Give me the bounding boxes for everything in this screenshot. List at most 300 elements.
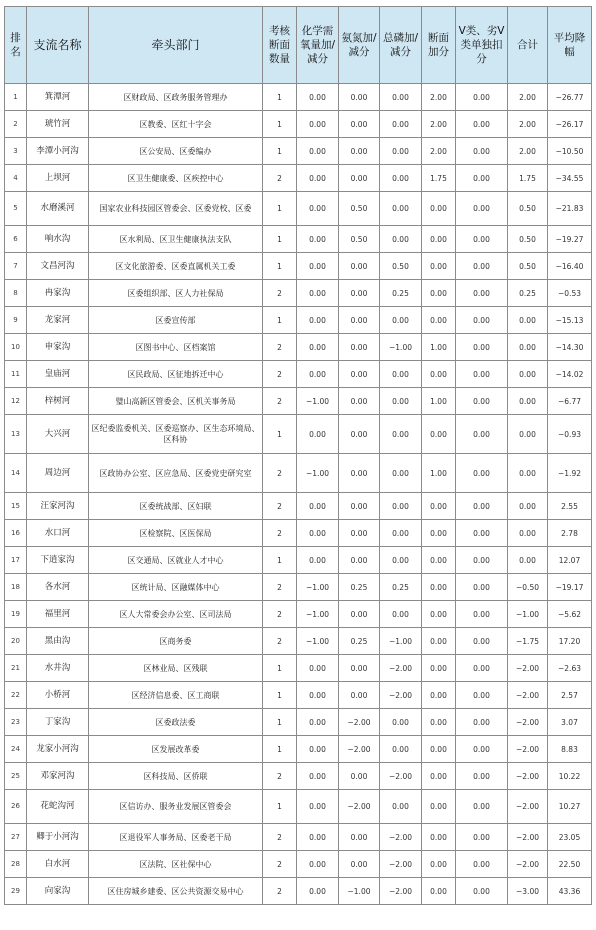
section-count-cell: 1 [263, 736, 297, 763]
rank-cell: 16 [5, 520, 27, 547]
section-count-cell: 1 [263, 84, 297, 111]
average-decline-cell: 22.50 [548, 851, 592, 878]
section-bonus-cell: 0.00 [422, 226, 456, 253]
average-decline-cell: −10.50 [548, 138, 592, 165]
tributary-name-cell: 皇庙河 [27, 361, 89, 388]
section-count-cell: 2 [263, 851, 297, 878]
tributary-name-cell: 水磨溪河 [27, 192, 89, 226]
lead-department-cell: 区教委、区红十字会 [89, 111, 263, 138]
phosphorus-score-cell: 0.25 [380, 574, 422, 601]
section-bonus-cell: 1.00 [422, 334, 456, 361]
table-row [5, 851, 592, 878]
rank-cell: 24 [5, 736, 27, 763]
phosphorus-score-cell: 0.00 [380, 111, 422, 138]
cod-score-cell: −1.00 [297, 574, 339, 601]
lead-department-cell: 区民政局、区征地拆迁中心 [89, 361, 263, 388]
tributary-name-cell: 各水河 [27, 574, 89, 601]
phosphorus-score-cell: 0.00 [380, 493, 422, 520]
section-count-cell: 2 [263, 824, 297, 851]
class-v-deduction-cell: 0.00 [456, 84, 508, 111]
average-decline-cell: −2.63 [548, 655, 592, 682]
section-bonus-cell: 0.00 [422, 361, 456, 388]
section-bonus-cell: 0.00 [422, 547, 456, 574]
cod-score-cell: 0.00 [297, 307, 339, 334]
section-count-cell: 1 [263, 415, 297, 454]
tributary-name-cell: 丁家沟 [27, 709, 89, 736]
ammonia-score-cell: 0.00 [339, 601, 380, 628]
section-count-cell: 1 [263, 253, 297, 280]
tributary-name-cell: 龙家小河沟 [27, 736, 89, 763]
table-row [5, 493, 592, 520]
section-count-cell: 2 [263, 493, 297, 520]
lead-department-cell: 区发展改革委 [89, 736, 263, 763]
header-total: 合计 [508, 7, 548, 84]
ammonia-score-cell: 0.00 [339, 111, 380, 138]
table-row [5, 165, 592, 192]
ammonia-score-cell: 0.00 [339, 138, 380, 165]
ammonia-score-cell: 0.00 [339, 361, 380, 388]
cod-score-cell: 0.00 [297, 655, 339, 682]
section-count-cell: 2 [263, 601, 297, 628]
section-bonus-cell: 2.00 [422, 138, 456, 165]
total-cell: 0.25 [508, 280, 548, 307]
cod-score-cell: 0.00 [297, 334, 339, 361]
table-row [5, 682, 592, 709]
section-count-cell: 1 [263, 709, 297, 736]
section-bonus-cell: 0.00 [422, 574, 456, 601]
total-cell: −3.00 [508, 878, 548, 905]
cod-score-cell: 0.00 [297, 253, 339, 280]
ammonia-score-cell: 0.00 [339, 682, 380, 709]
class-v-deduction-cell: 0.00 [456, 628, 508, 655]
average-decline-cell: 8.83 [548, 736, 592, 763]
ammonia-score-cell: 0.00 [339, 165, 380, 192]
section-count-cell: 2 [263, 334, 297, 361]
tributary-name-cell: 龙家河 [27, 307, 89, 334]
ammonia-score-cell: 0.50 [339, 226, 380, 253]
table-row [5, 736, 592, 763]
ammonia-score-cell: 0.50 [339, 192, 380, 226]
tributary-name-cell: 文昌河沟 [27, 253, 89, 280]
tributary-name-cell: 白水河 [27, 851, 89, 878]
rank-cell: 7 [5, 253, 27, 280]
phosphorus-score-cell: 0.00 [380, 307, 422, 334]
ammonia-score-cell: 0.00 [339, 454, 380, 493]
lead-department-cell: 璧山高新区管委会、区机关事务局 [89, 388, 263, 415]
section-bonus-cell: 0.00 [422, 655, 456, 682]
tributary-name-cell: 水井沟 [27, 655, 89, 682]
total-cell: −1.00 [508, 601, 548, 628]
tributary-name-cell: 响水沟 [27, 226, 89, 253]
total-cell: −1.75 [508, 628, 548, 655]
rank-cell: 5 [5, 192, 27, 226]
average-decline-cell: −26.77 [548, 84, 592, 111]
tributary-name-cell: 福里河 [27, 601, 89, 628]
tributary-name-cell: 李潭小河沟 [27, 138, 89, 165]
ammonia-score-cell: −2.00 [339, 736, 380, 763]
ammonia-score-cell: 0.00 [339, 415, 380, 454]
table-row [5, 138, 592, 165]
phosphorus-score-cell: −2.00 [380, 682, 422, 709]
tributary-name-cell: 小桥河 [27, 682, 89, 709]
section-count-cell: 1 [263, 307, 297, 334]
table-body [5, 84, 592, 905]
rank-cell: 4 [5, 165, 27, 192]
cod-score-cell: 0.00 [297, 361, 339, 388]
lead-department-cell: 区图书中心、区档案馆 [89, 334, 263, 361]
ammonia-score-cell: 0.00 [339, 253, 380, 280]
rank-cell: 27 [5, 824, 27, 851]
lead-department-cell: 区林业局、区残联 [89, 655, 263, 682]
header-cod-score: 化学需氧量加/减分 [297, 7, 339, 84]
lead-department-cell: 区委政法委 [89, 709, 263, 736]
class-v-deduction-cell: 0.00 [456, 226, 508, 253]
class-v-deduction-cell: 0.00 [456, 655, 508, 682]
ammonia-score-cell: −1.00 [339, 878, 380, 905]
phosphorus-score-cell: −1.00 [380, 334, 422, 361]
cod-score-cell: 0.00 [297, 682, 339, 709]
average-decline-cell: 12.07 [548, 547, 592, 574]
total-cell: 1.75 [508, 165, 548, 192]
section-count-cell: 2 [263, 878, 297, 905]
rank-cell: 3 [5, 138, 27, 165]
total-cell: 2.00 [508, 84, 548, 111]
section-count-cell: 2 [263, 165, 297, 192]
class-v-deduction-cell: 0.00 [456, 493, 508, 520]
rank-cell: 15 [5, 493, 27, 520]
table-row [5, 655, 592, 682]
phosphorus-score-cell: −2.00 [380, 878, 422, 905]
class-v-deduction-cell: 0.00 [456, 454, 508, 493]
average-decline-cell: −1.92 [548, 454, 592, 493]
section-count-cell: 2 [263, 454, 297, 493]
section-count-cell: 1 [263, 111, 297, 138]
section-bonus-cell: 0.00 [422, 628, 456, 655]
cod-score-cell: 0.00 [297, 226, 339, 253]
cod-score-cell: 0.00 [297, 84, 339, 111]
lead-department-cell: 区纪委监委机关、区委巡察办、区生态环境局、区科协 [89, 415, 263, 454]
ammonia-score-cell: 0.00 [339, 655, 380, 682]
ammonia-score-cell: 0.00 [339, 851, 380, 878]
table-row [5, 574, 592, 601]
header-average-decline: 平均降幅 [548, 7, 592, 84]
tributary-name-cell: 周边河 [27, 454, 89, 493]
header-rank: 排名 [5, 7, 27, 84]
total-cell: −0.50 [508, 574, 548, 601]
average-decline-cell: 2.78 [548, 520, 592, 547]
lead-department-cell: 区住房城乡建委、区公共资源交易中心 [89, 878, 263, 905]
section-bonus-cell: 0.00 [422, 307, 456, 334]
lead-department-cell: 区文化旅游委、区委直属机关工委 [89, 253, 263, 280]
cod-score-cell: 0.00 [297, 520, 339, 547]
cod-score-cell: −1.00 [297, 388, 339, 415]
table-row [5, 111, 592, 138]
section-bonus-cell: 0.00 [422, 520, 456, 547]
rank-cell: 17 [5, 547, 27, 574]
rank-cell: 28 [5, 851, 27, 878]
table-row [5, 763, 592, 790]
ammonia-score-cell: 0.00 [339, 334, 380, 361]
class-v-deduction-cell: 0.00 [456, 709, 508, 736]
class-v-deduction-cell: 0.00 [456, 682, 508, 709]
section-bonus-cell: 0.00 [422, 709, 456, 736]
section-bonus-cell: 1.75 [422, 165, 456, 192]
ammonia-score-cell: 0.00 [339, 824, 380, 851]
rank-cell: 1 [5, 84, 27, 111]
tributary-name-cell: 水口河 [27, 520, 89, 547]
table-row [5, 361, 592, 388]
average-decline-cell: −19.27 [548, 226, 592, 253]
section-count-cell: 2 [263, 763, 297, 790]
lead-department-cell: 区委组织部、区人力社保局 [89, 280, 263, 307]
table-row [5, 628, 592, 655]
section-bonus-cell: 0.00 [422, 824, 456, 851]
rank-cell: 10 [5, 334, 27, 361]
ranking-table-container [4, 6, 591, 905]
section-count-cell: 2 [263, 388, 297, 415]
cod-score-cell: 0.00 [297, 165, 339, 192]
class-v-deduction-cell: 0.00 [456, 790, 508, 824]
section-count-cell: 2 [263, 361, 297, 388]
class-v-deduction-cell: 0.00 [456, 601, 508, 628]
cod-score-cell: 0.00 [297, 493, 339, 520]
average-decline-cell: −19.17 [548, 574, 592, 601]
average-decline-cell: −0.53 [548, 280, 592, 307]
phosphorus-score-cell: −2.00 [380, 655, 422, 682]
section-count-cell: 1 [263, 790, 297, 824]
class-v-deduction-cell: 0.00 [456, 361, 508, 388]
section-bonus-cell: 0.00 [422, 682, 456, 709]
class-v-deduction-cell: 0.00 [456, 388, 508, 415]
total-cell: 0.00 [508, 493, 548, 520]
phosphorus-score-cell: 0.00 [380, 736, 422, 763]
total-cell: 0.00 [508, 334, 548, 361]
tributary-name-cell: 汪家河沟 [27, 493, 89, 520]
rank-cell: 20 [5, 628, 27, 655]
section-bonus-cell: 0.00 [422, 790, 456, 824]
tributary-name-cell: 下逍家沟 [27, 547, 89, 574]
section-bonus-cell: 1.00 [422, 454, 456, 493]
lead-department-cell: 区科技局、区侨联 [89, 763, 263, 790]
cod-score-cell: −1.00 [297, 628, 339, 655]
lead-department-cell: 区退役军人事务局、区委老干局 [89, 824, 263, 851]
section-bonus-cell: 0.00 [422, 851, 456, 878]
average-decline-cell: −16.40 [548, 253, 592, 280]
tributary-name-cell: 黑由沟 [27, 628, 89, 655]
section-bonus-cell: 0.00 [422, 736, 456, 763]
rank-cell: 26 [5, 790, 27, 824]
average-decline-cell: −21.83 [548, 192, 592, 226]
cod-score-cell: 0.00 [297, 851, 339, 878]
total-cell: −2.00 [508, 736, 548, 763]
ammonia-score-cell: 0.00 [339, 520, 380, 547]
ammonia-score-cell: 0.00 [339, 84, 380, 111]
rank-cell: 2 [5, 111, 27, 138]
lead-department-cell: 区政协办公室、区应急局、区委党史研究室 [89, 454, 263, 493]
lead-department-cell: 区法院、区社保中心 [89, 851, 263, 878]
lead-department-cell: 区统计局、区融媒体中心 [89, 574, 263, 601]
header-lead-department: 牵头部门 [89, 7, 263, 84]
phosphorus-score-cell: 0.00 [380, 601, 422, 628]
table-row [5, 84, 592, 111]
tributary-name-cell: 向家沟 [27, 878, 89, 905]
section-bonus-cell: 0.00 [422, 493, 456, 520]
class-v-deduction-cell: 0.00 [456, 307, 508, 334]
section-bonus-cell: 0.00 [422, 601, 456, 628]
table-row [5, 192, 592, 226]
table-row [5, 226, 592, 253]
table-row [5, 547, 592, 574]
table-row [5, 520, 592, 547]
phosphorus-score-cell: 0.00 [380, 520, 422, 547]
lead-department-cell: 区水利局、区卫生健康执法支队 [89, 226, 263, 253]
section-count-cell: 1 [263, 655, 297, 682]
rank-cell: 6 [5, 226, 27, 253]
section-count-cell: 2 [263, 628, 297, 655]
ammonia-score-cell: 0.00 [339, 763, 380, 790]
rank-cell: 29 [5, 878, 27, 905]
cod-score-cell: 0.00 [297, 709, 339, 736]
class-v-deduction-cell: 0.00 [456, 547, 508, 574]
average-decline-cell: 10.27 [548, 790, 592, 824]
ammonia-score-cell: 0.00 [339, 388, 380, 415]
average-decline-cell: 2.57 [548, 682, 592, 709]
total-cell: −2.00 [508, 763, 548, 790]
total-cell: −2.00 [508, 851, 548, 878]
section-bonus-cell: 1.00 [422, 388, 456, 415]
total-cell: 2.00 [508, 111, 548, 138]
average-decline-cell: −34.55 [548, 165, 592, 192]
total-cell: 0.00 [508, 307, 548, 334]
cod-score-cell: −1.00 [297, 454, 339, 493]
lead-department-cell: 区经济信息委、区工商联 [89, 682, 263, 709]
class-v-deduction-cell: 0.00 [456, 138, 508, 165]
lead-department-cell: 区卫生健康委、区疾控中心 [89, 165, 263, 192]
header-row [5, 7, 592, 84]
total-cell: −2.00 [508, 709, 548, 736]
lead-department-cell: 区委宣传部 [89, 307, 263, 334]
header-tributary-name: 支流名称 [27, 7, 89, 84]
class-v-deduction-cell: 0.00 [456, 111, 508, 138]
average-decline-cell: 2.55 [548, 493, 592, 520]
section-count-cell: 2 [263, 280, 297, 307]
rank-cell: 22 [5, 682, 27, 709]
total-cell: −2.00 [508, 790, 548, 824]
section-count-cell: 1 [263, 138, 297, 165]
phosphorus-score-cell: 0.25 [380, 280, 422, 307]
table-row [5, 709, 592, 736]
class-v-deduction-cell: 0.00 [456, 280, 508, 307]
total-cell: 0.50 [508, 192, 548, 226]
tributary-name-cell: 梓树河 [27, 388, 89, 415]
header-section-bonus: 断面加分 [422, 7, 456, 84]
cod-score-cell: 0.00 [297, 192, 339, 226]
tributary-name-cell: 上坝河 [27, 165, 89, 192]
table-row [5, 280, 592, 307]
average-decline-cell: −14.02 [548, 361, 592, 388]
phosphorus-score-cell: 0.00 [380, 415, 422, 454]
tributary-name-cell: 邓家河沟 [27, 763, 89, 790]
phosphorus-score-cell: 0.00 [380, 790, 422, 824]
phosphorus-score-cell: 0.50 [380, 253, 422, 280]
section-bonus-cell: 2.00 [422, 111, 456, 138]
section-count-cell: 1 [263, 682, 297, 709]
phosphorus-score-cell: 0.00 [380, 547, 422, 574]
class-v-deduction-cell: 0.00 [456, 415, 508, 454]
cod-score-cell: 0.00 [297, 111, 339, 138]
tributary-name-cell: 花蛇沟河 [27, 790, 89, 824]
total-cell: 0.00 [508, 520, 548, 547]
total-cell: 0.50 [508, 253, 548, 280]
phosphorus-score-cell: 0.00 [380, 192, 422, 226]
average-decline-cell: 10.22 [548, 763, 592, 790]
ammonia-score-cell: 0.25 [339, 574, 380, 601]
tributary-name-cell: 卿于小河沟 [27, 824, 89, 851]
average-decline-cell: −5.62 [548, 601, 592, 628]
class-v-deduction-cell: 0.00 [456, 334, 508, 361]
section-bonus-cell: 0.00 [422, 415, 456, 454]
average-decline-cell: 3.07 [548, 709, 592, 736]
rank-cell: 14 [5, 454, 27, 493]
table-row [5, 601, 592, 628]
rank-cell: 19 [5, 601, 27, 628]
phosphorus-score-cell: 0.00 [380, 709, 422, 736]
phosphorus-score-cell: 0.00 [380, 165, 422, 192]
class-v-deduction-cell: 0.00 [456, 851, 508, 878]
header-ammonia-score: 氨氮加/减分 [339, 7, 380, 84]
table-row [5, 415, 592, 454]
table-row [5, 307, 592, 334]
phosphorus-score-cell: 0.00 [380, 454, 422, 493]
section-bonus-cell: 0.00 [422, 253, 456, 280]
total-cell: −2.00 [508, 682, 548, 709]
cod-score-cell: 0.00 [297, 790, 339, 824]
class-v-deduction-cell: 0.00 [456, 736, 508, 763]
phosphorus-score-cell: −2.00 [380, 824, 422, 851]
ammonia-score-cell: 0.00 [339, 547, 380, 574]
rank-cell: 25 [5, 763, 27, 790]
phosphorus-score-cell: −2.00 [380, 763, 422, 790]
average-decline-cell: 17.20 [548, 628, 592, 655]
phosphorus-score-cell: 0.00 [380, 84, 422, 111]
river-ranking-table [4, 6, 592, 905]
average-decline-cell: −14.30 [548, 334, 592, 361]
section-count-cell: 1 [263, 226, 297, 253]
phosphorus-score-cell: −2.00 [380, 851, 422, 878]
rank-cell: 21 [5, 655, 27, 682]
cod-score-cell: 0.00 [297, 736, 339, 763]
header-phosphorus-score: 总磷加/减分 [380, 7, 422, 84]
average-decline-cell: −0.93 [548, 415, 592, 454]
total-cell: 0.00 [508, 361, 548, 388]
cod-score-cell: 0.00 [297, 138, 339, 165]
lead-department-cell: 区委统战部、区妇联 [89, 493, 263, 520]
section-bonus-cell: 0.00 [422, 763, 456, 790]
class-v-deduction-cell: 0.00 [456, 520, 508, 547]
cod-score-cell: 0.00 [297, 824, 339, 851]
average-decline-cell: −15.13 [548, 307, 592, 334]
cod-score-cell: 0.00 [297, 763, 339, 790]
table-row [5, 334, 592, 361]
ammonia-score-cell: −2.00 [339, 709, 380, 736]
phosphorus-score-cell: −1.00 [380, 628, 422, 655]
average-decline-cell: −6.77 [548, 388, 592, 415]
rank-cell: 9 [5, 307, 27, 334]
cod-score-cell: 0.00 [297, 547, 339, 574]
tributary-name-cell: 箕潭河 [27, 84, 89, 111]
table-row [5, 454, 592, 493]
section-bonus-cell: 0.00 [422, 192, 456, 226]
